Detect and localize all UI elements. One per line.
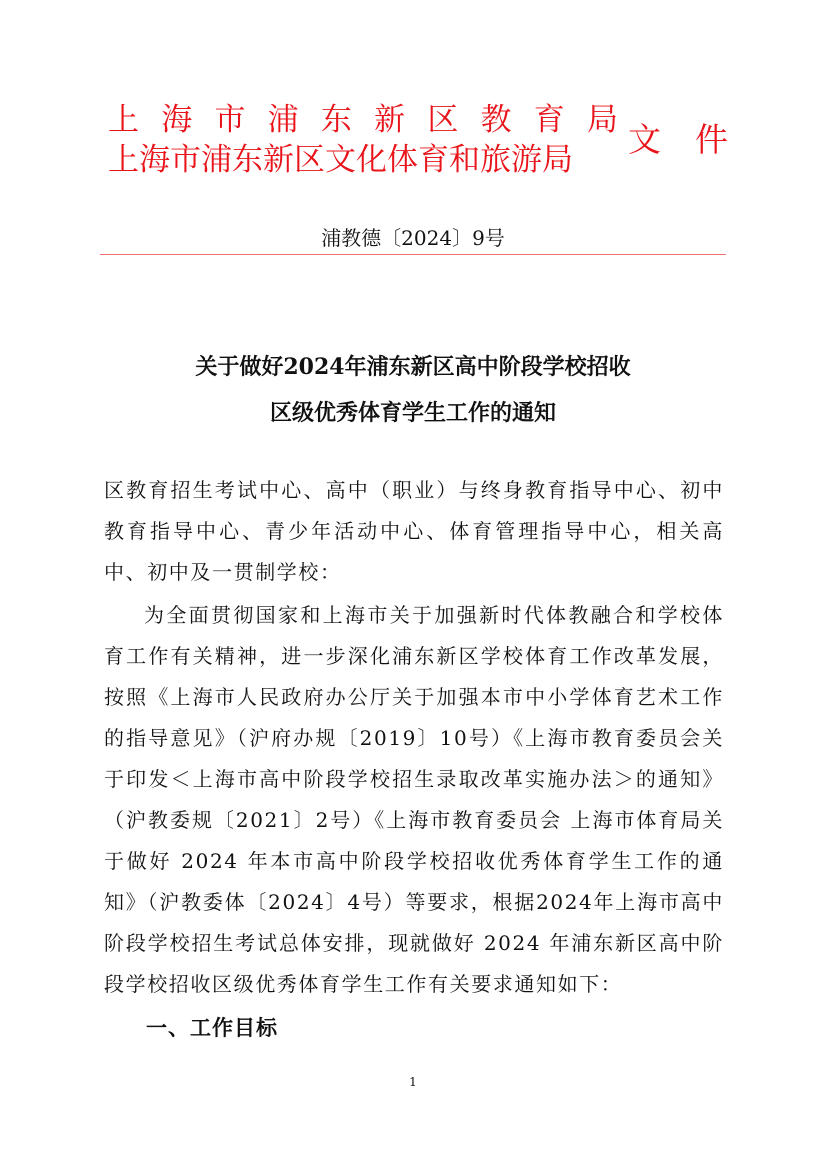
issuer-char: 育	[533, 102, 565, 138]
issuer-char: 海	[161, 102, 193, 138]
issuer-char: 市	[214, 102, 246, 138]
issuer-line-2: 上海市浦东新区文化体育和旅游局	[108, 142, 573, 178]
issuer-char: 教	[480, 102, 512, 138]
page-number: 1	[409, 1075, 417, 1089]
issuer-char: 区	[427, 102, 459, 138]
issuer-char: 上	[108, 102, 139, 138]
doc-type-char: 文	[628, 120, 661, 159]
document-type-label	[628, 118, 728, 162]
issuer-char: 局	[586, 102, 618, 138]
issuer-line-1	[108, 100, 618, 140]
document-header	[108, 100, 728, 185]
issuer-char: 东	[320, 102, 352, 138]
document-title-line-1: 关于做好2024年浦东新区高中阶段学校招收	[195, 354, 631, 380]
doc-type-char: 件	[695, 120, 728, 159]
document-number: 浦教德〔2024〕9号	[321, 226, 505, 250]
header-divider	[100, 254, 726, 255]
body-paragraph: 为全面贯彻国家和上海市关于加强新时代体教融合和学校体育工作有关精神，进一步深化浦东新区学校体育工作改革发展，按照《上海市人民政府办公厅关于加强本市中小学体育艺术工作的指导意见》（沪府办规〔2019〕10号）《上海市教育委员会关于印发＜上海市高中阶段学校招生录取改革实施办法＞的通知》（沪教委规〔2021〕2号）《上海市教育委员会 上海市体育局关于做好 2024 年本市高中阶段学校招收优秀体育学生工作的通知》（沪教委体〔2024〕4号）等要求，根据2024年上海市高中阶段学校招生考试总体安排，现就做好 2024 年浦东新区高中阶段学校招收区级优秀体育学生工作有关要求通知如下：	[104, 603, 724, 996]
document-title-line-2: 区级优秀体育学生工作的通知	[269, 400, 556, 426]
section-heading: 一、工作目标	[146, 1016, 278, 1040]
issuer-char: 新	[374, 102, 406, 138]
issuer-char: 浦	[267, 102, 299, 138]
recipients-paragraph: 区教育招生考试中心、高中（职业）与终身教育指导中心、初中教育指导中心、青少年活动中心、体育管理指导中心，相关高中、初中及一贯制学校：	[104, 478, 724, 584]
